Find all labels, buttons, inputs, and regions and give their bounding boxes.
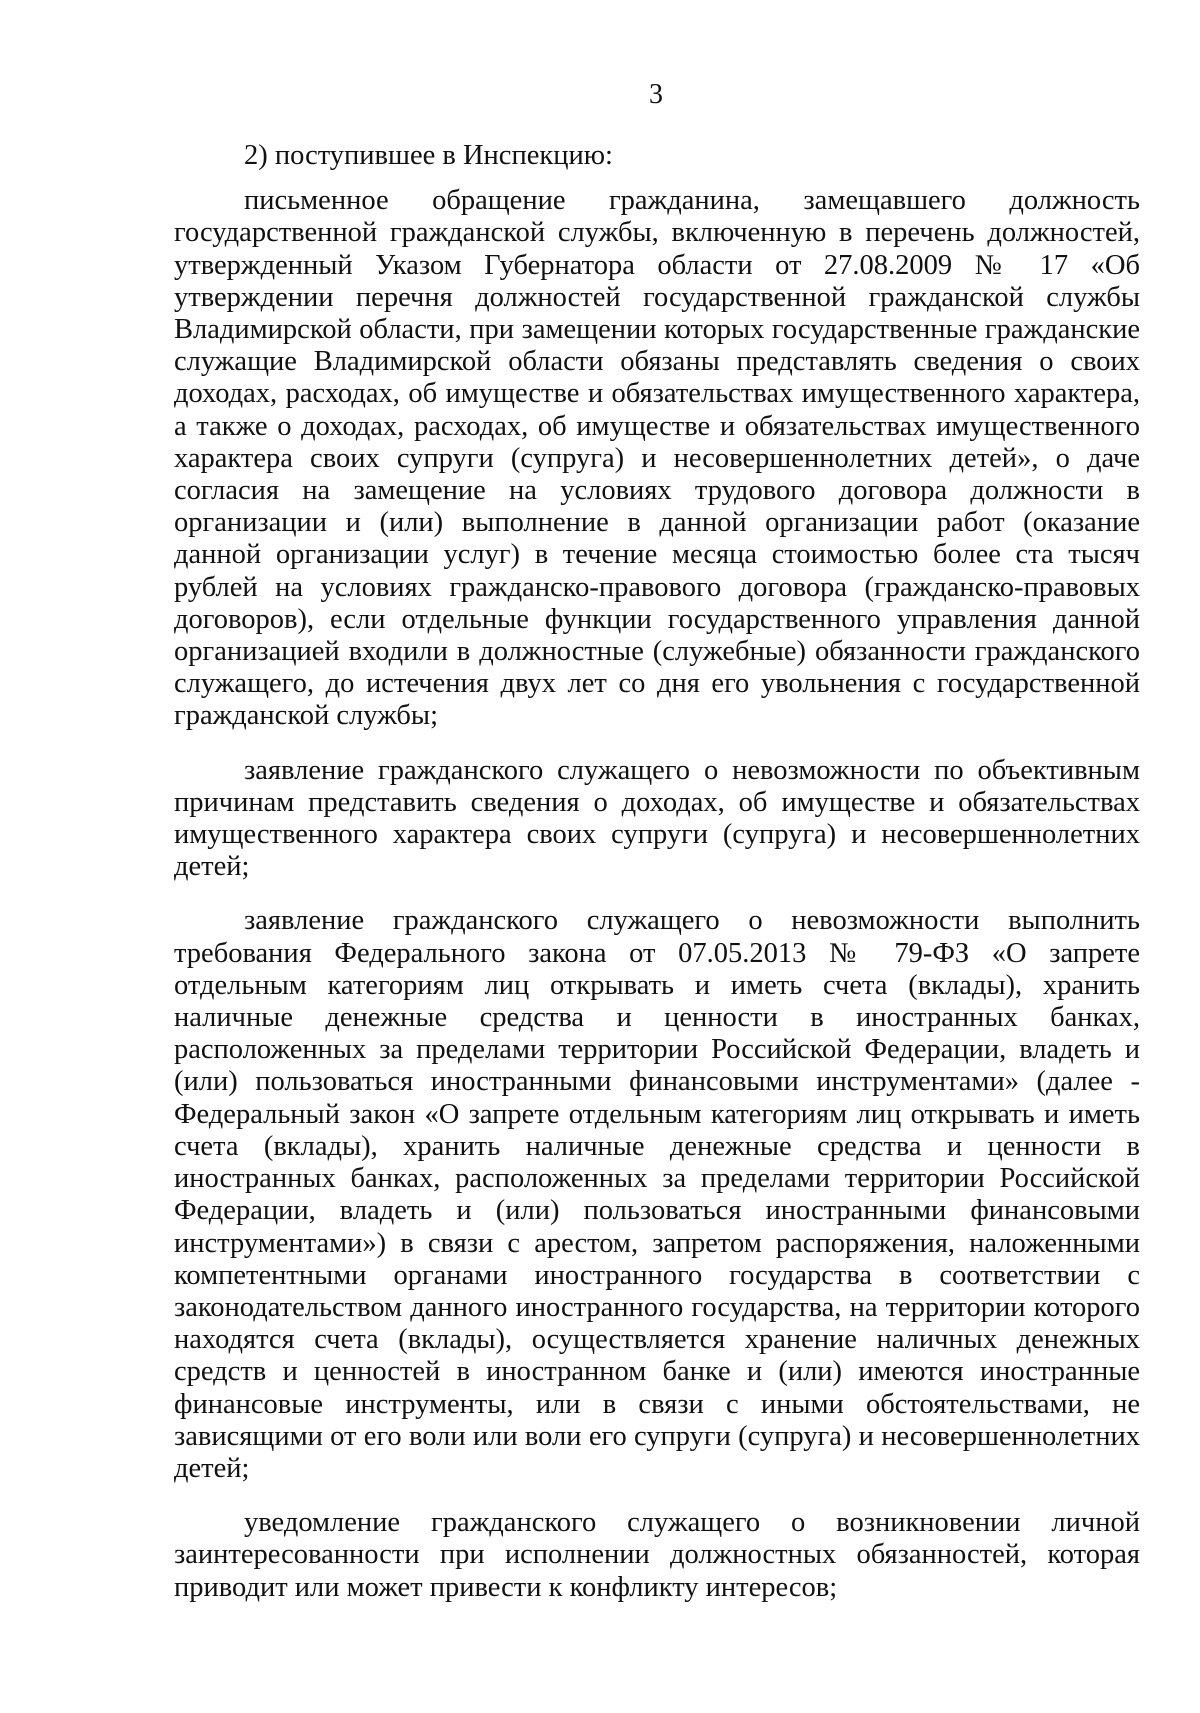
section-intro: 2) поступившее в Инспекцию: [244,140,613,171]
page-number: 3 [649,79,663,110]
document-body [174,140,1140,1604]
paragraph-statement-foreign-accounts: заявление гражданского служащего о невозможности выполнить требования Федерального закона от 07.05.2013 № 79-ФЗ «О запрете отдельным категориям лиц открывать и иметь счета (вклады), хранить наличные денежные средства и ценности в иностранных банках, расположенных за пределами территории Российской Федерации, владеть и (или) пользоваться иностранными финансовыми инструментами» (далее - Федеральный закон «О запрете отдельным категориям лиц открывать и иметь счета (вклады), хранить наличные денежные средства и ценности в иностранных банках, расположенных за пределами территории Российской Федерации, владеть и (или) пользоваться иностранными финансовыми инструментами») в связи с арестом, запретом распоряжения, наложенными компетентными органами иностранного государства в соответствии с законодательством данного иностранного государства, на территории которого находятся счета (вклады), осуществляется хранение наличных денежных средств и ценностей в иностранном банке и (или) имеются иностранные финансовые инструменты, или в связи с иными обстоятельствами, не зависящими от его воли или воли его супруги (супруга) и несовершеннолетних детей; [174,905,1140,1484]
paragraph-statement-income-info: заявление гражданского служащего о невозможности по объективным причинам представить сведения о доходах, об имуществе и обязательствах имущественного характера своих супруги (супруга) и несовершеннолетних детей; [174,754,1140,883]
paragraph-notification-conflict: уведомление гражданского служащего о возникновении личной заинтересованности при исполнении должностных обязанностей, которая приводит или может привести к конфликту интересов; [174,1507,1140,1603]
paragraph-written-appeal: письменное обращение гражданина, замещавшего должность государственной гражданской службы, включенную в перечень должностей, утвержденный Указом Губернатора области от 27.08.2009 № 17 «Об утверждении перечня должностей государственной гражданской службы Владимирской области, при замещении которых государственные гражданские служащие Владимирской области обязаны представлять сведения о своих доходах, расходах, об имуществе и обязательствах имущественного характера, а также о доходах, расходах, об имуществе и обязательствах имущественного характера своих супруги (супруга) и несовершеннолетних детей», о даче согласия на замещение на условиях трудового договора должности в организации и (или) выполнение в данной организации работ (оказание данной организации услуг) в течение месяца стоимостью более ста тысяч рублей на условиях гражданско-правового договора (гражданско-правовых договоров), если отдельные функции государственного управления данной организацией входили в должностные (служебные) обязанности гражданского служащего, до истечения двух лет со дня его увольнения с государственной гражданской службы; [174,185,1140,732]
